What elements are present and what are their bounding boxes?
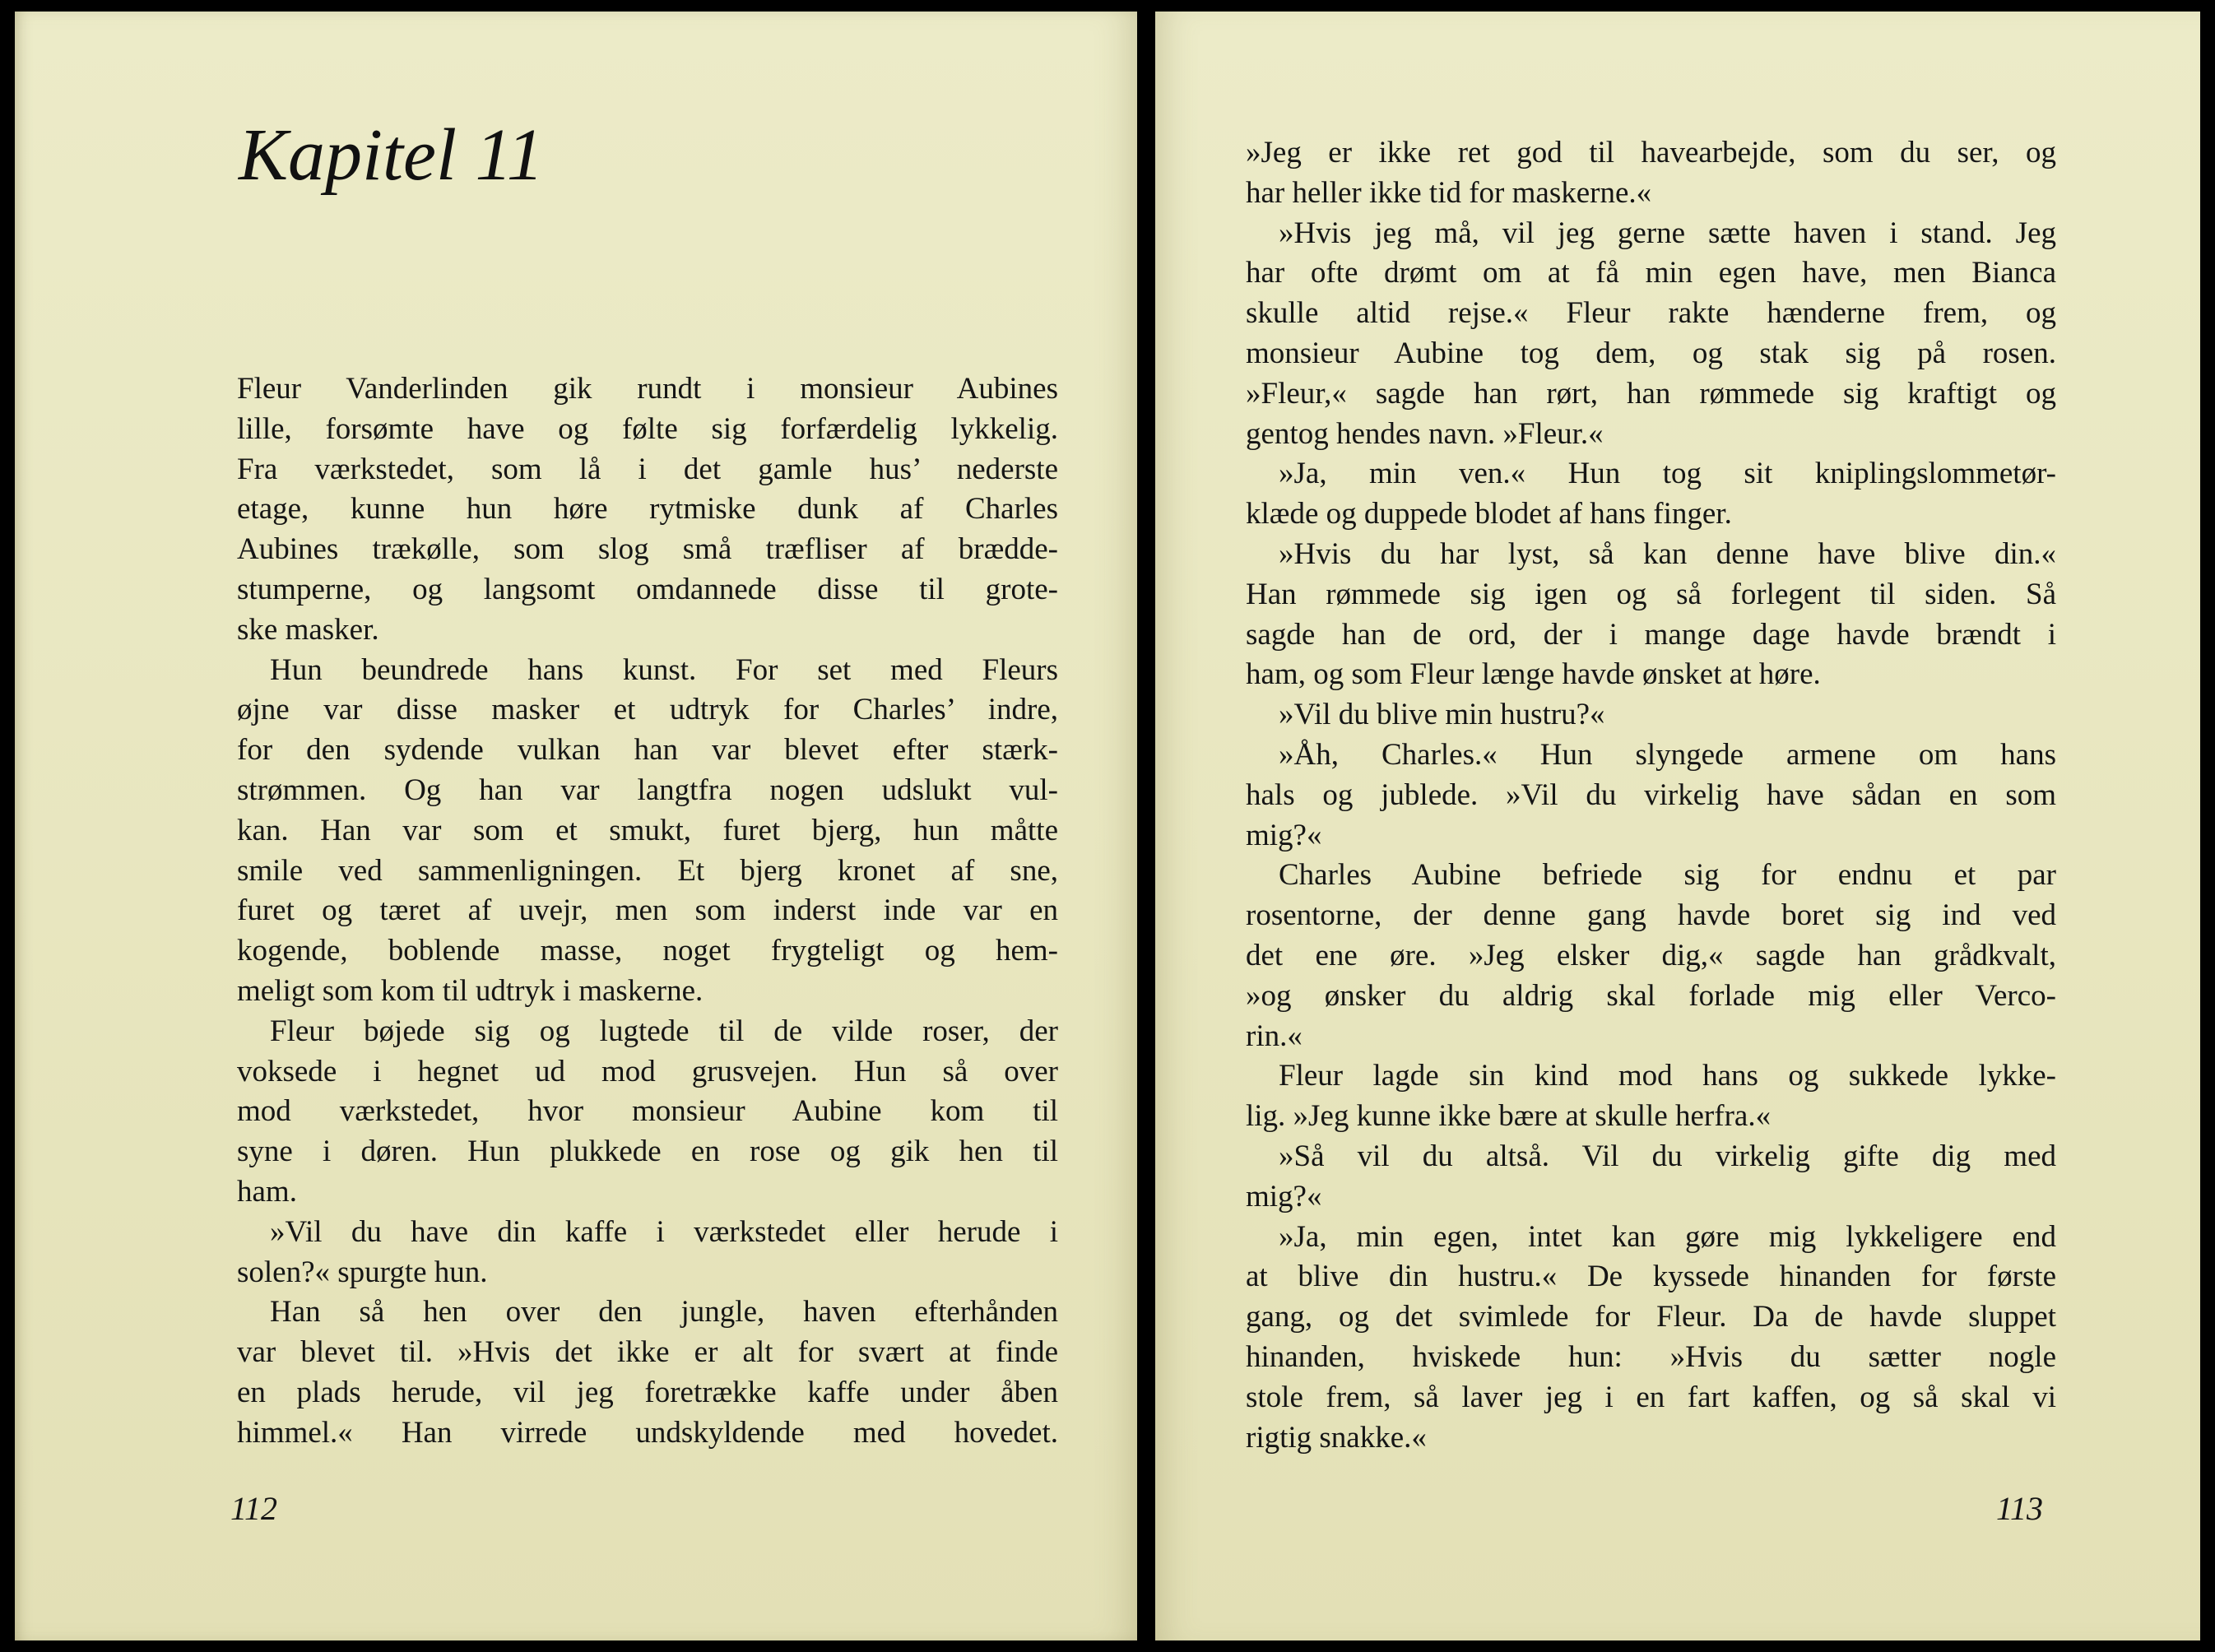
- text-line: klæde og duppede blodet af hans finger.: [1246, 497, 1732, 531]
- text-line: skulle altid rejse.« Fleur rakte hænderne frem, og: [1246, 296, 2056, 331]
- text-line: Charles Aubine befriede sig for endnu et par: [1279, 858, 2056, 893]
- text-line: »Så vil du altså. Vil du virkelig gifte dig med: [1279, 1139, 2056, 1173]
- chapter-title: Kapitel 11: [239, 114, 544, 196]
- text-line: at blive din hustru.« De kyssede hinanden for første: [1246, 1260, 2056, 1294]
- text-line: Fleur lagde sin kind mod hans og sukkede lykke-: [1279, 1059, 2056, 1093]
- text-line: Aubines trækølle, som slog små træfliser af brædde-: [237, 532, 1058, 567]
- text-line: gang, og det svimlede for Fleur. Da de havde sluppet: [1246, 1300, 2056, 1334]
- text-line: »Ja, min ven.« Hun tog sit kniplingslommetør-: [1279, 457, 2056, 491]
- page-number-right: 113: [1996, 1490, 2044, 1527]
- text-line: Han rømmede sig igen og så forlegent til siden. Så: [1246, 577, 2056, 611]
- text-line: rosentorne, der denne gang havde boret sig ind ved: [1246, 898, 2056, 933]
- text-line: stumperne, og langsomt omdannede disse til grote-: [237, 572, 1058, 606]
- text-line: ham, og som Fleur længe havde ønsket at høre.: [1246, 657, 1821, 692]
- text-line: lig. »Jeg kunne ikke bære at skulle herfra.«: [1246, 1099, 1772, 1134]
- text-line: kogende, boblende masse, noget frygteligt og hem-: [237, 934, 1058, 968]
- text-line: furet og tæret af uvejr, men som inderst inde var en: [237, 893, 1058, 928]
- text-line: mig?«: [1246, 818, 1322, 852]
- text-line: monsieur Aubine tog dem, og stak sig på rosen.: [1246, 336, 2056, 370]
- text-line: »Jeg er ikke ret god til havearbejde, som du ser, og: [1246, 136, 2056, 169]
- text-line: Hun beundrede hans kunst. For set med Fleurs: [270, 652, 1058, 687]
- text-line: ske masker.: [237, 612, 379, 647]
- page-number-left: 112: [230, 1490, 278, 1527]
- text-line: »Vil du have din kaffe i værkstedet eller herude i: [270, 1214, 1058, 1249]
- text-line: hinanden, hviskede hun: »Hvis du sætter nogle: [1246, 1339, 2056, 1374]
- text-line: kan. Han var som et smukt, furet bjerg, hun måtte: [237, 813, 1058, 847]
- text-line: Fra værkstedet, som lå i det gamle hus’ nederste: [237, 452, 1058, 486]
- text-line: rin.«: [1246, 1019, 1303, 1053]
- text-line: Han så hen over den jungle, haven efterhånden: [270, 1295, 1058, 1329]
- text-line: etage, kunne hun høre rytmiske dunk af Charles: [237, 492, 1058, 527]
- text-line: »Fleur,« sagde han rørt, han rømmede sig kraftigt og: [1246, 376, 2056, 411]
- text-line: har ofte drømt om at få min egen have, men Bianca: [1246, 256, 2056, 290]
- text-line: »Vil du blive min hustru?«: [1279, 698, 1605, 732]
- text-line: rigtig snakke.«: [1246, 1420, 1427, 1455]
- text-line: »Hvis du har lyst, så kan denne have blive din.«: [1279, 536, 2056, 571]
- text-line: Fleur Vanderlinden gik rundt i monsieur Aubines: [237, 372, 1058, 406]
- text-line: »Ja, min egen, intet kan gøre mig lykkeligere end: [1279, 1219, 2056, 1254]
- text-line: stole frem, så laver jeg i en fart kaffen, og så skal vi: [1246, 1380, 2056, 1414]
- text-line: ham.: [237, 1174, 297, 1209]
- left-page-body-text: [237, 369, 1058, 1454]
- text-line: meligt som kom til udtryk i maskerne.: [237, 973, 704, 1008]
- text-line: hals og jublede. »Vil du virkelig have sådan en som: [1246, 777, 2056, 812]
- text-line: voksede i hegnet ud mod grusvejen. Hun så over: [237, 1054, 1058, 1088]
- text-line: gentog hendes navn. »Fleur.«: [1246, 416, 1604, 451]
- text-line: har heller ikke tid for maskerne.«: [1246, 175, 1652, 210]
- text-line: »Hvis jeg må, vil jeg gerne sætte haven i stand. Jeg: [1279, 216, 2056, 250]
- text-line: syne i døren. Hun plukkede en rose og gik hen til: [237, 1135, 1058, 1169]
- text-line: øjne var disse masker et udtryk for Charles’ indre,: [237, 693, 1058, 727]
- text-line: for den sydende vulkan han var blevet efter stærk-: [237, 733, 1058, 768]
- text-line: solen?« spurgte hun.: [237, 1255, 488, 1289]
- text-line: Fleur bøjede sig og lugtede til de vilde roser, der: [270, 1014, 1058, 1048]
- text-line: det ene øre. »Jeg elsker dig,« sagde han grådkvalt,: [1246, 938, 2056, 972]
- text-line: strømmen. Og han var langtfra nogen udslukt vul-: [237, 773, 1058, 807]
- text-line: smile ved sammenligningen. Et bjerg kronet af sne,: [237, 853, 1058, 888]
- text-line: »og ønsker du aldrig skal forlade mig eller Verco-: [1246, 978, 2056, 1013]
- right-page: [1155, 12, 2200, 1640]
- text-line: mod værkstedet, hvor monsieur Aubine kom til: [237, 1094, 1058, 1129]
- text-line: sagde han de ord, der i mange dage havde brændt i: [1246, 617, 2056, 652]
- text-line: lille, forsømte have og følte sig forfærdelig lykkelig.: [237, 411, 1058, 446]
- text-line: var blevet til. »Hvis det ikke er alt for svært at finde: [237, 1335, 1058, 1370]
- text-line: »Åh, Charles.« Hun slyngede armene om hans: [1279, 737, 2056, 772]
- text-line: himmel.« Han virrede undskyldende med hovedet.: [237, 1415, 1058, 1450]
- text-line: en plads herude, vil jeg foretrække kaffe under åben: [237, 1375, 1058, 1409]
- right-page-body-text: [1246, 133, 2056, 1458]
- left-page: [15, 12, 1137, 1640]
- text-line: mig?«: [1246, 1179, 1322, 1213]
